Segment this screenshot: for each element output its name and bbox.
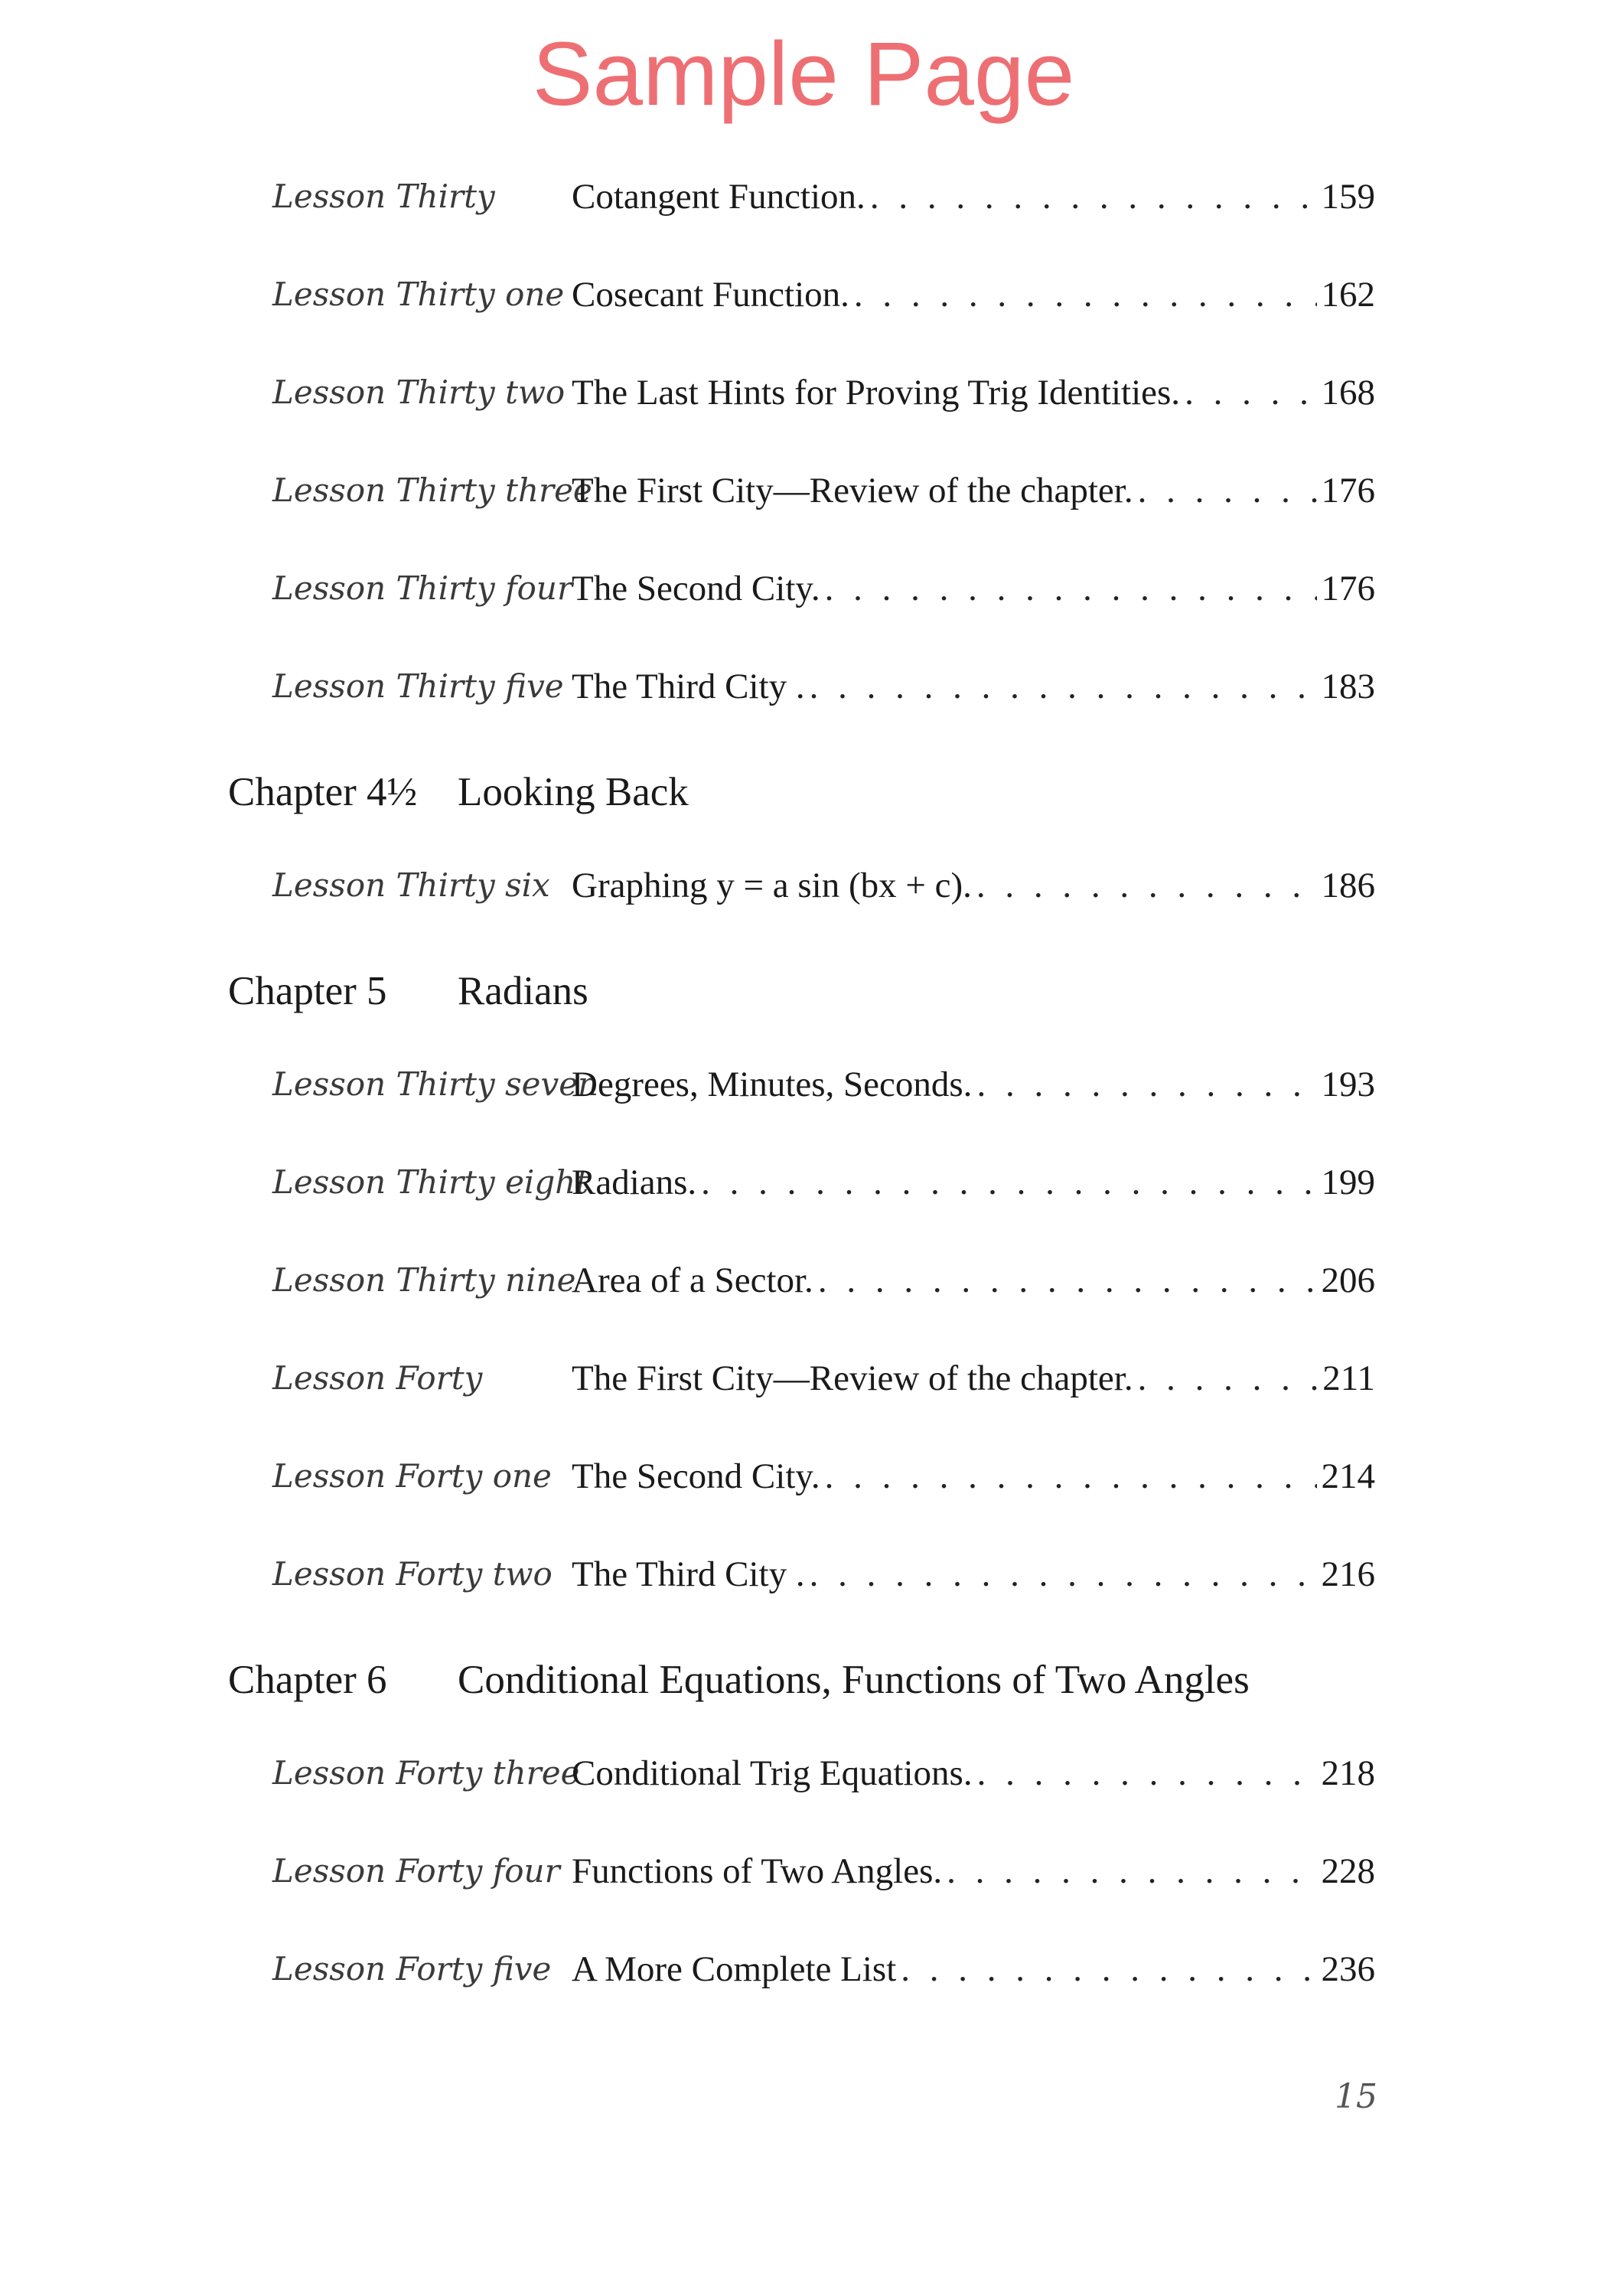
entry-line	[572, 558, 1375, 619]
dot-leader	[701, 1162, 1316, 1203]
lesson-label: Lesson Thirty six	[272, 866, 550, 904]
entry-line	[572, 1250, 1375, 1311]
dot-leader	[976, 1064, 1316, 1105]
entry-page-number: 216	[1321, 1554, 1375, 1594]
entry-page-number: 162	[1321, 275, 1375, 315]
entry-title: The First City—Review of the chapter.	[572, 1358, 1133, 1398]
entry-page-number: 183	[1321, 667, 1375, 706]
entry-title: Functions of Two Angles.	[572, 1851, 943, 1891]
chapter-number: Chapter 5	[228, 969, 387, 1013]
entry-line	[572, 1054, 1375, 1115]
lesson-label: Lesson Forty four	[272, 1852, 560, 1890]
entry-line	[572, 1152, 1375, 1213]
entry-title: Degrees, Minutes, Seconds.	[572, 1065, 973, 1104]
entry-line	[572, 1743, 1375, 1804]
entry-line	[572, 1348, 1375, 1409]
dot-leader	[825, 568, 1317, 609]
lesson-label: Lesson Thirty seven	[272, 1065, 599, 1103]
entry-line	[572, 362, 1375, 423]
chapter-heading	[228, 957, 1529, 1026]
entry-title: The Second City.	[572, 1456, 820, 1496]
dot-leader	[870, 176, 1317, 217]
toc-entry	[0, 1446, 1607, 1507]
lesson-label: Lesson Thirty eight	[272, 1163, 589, 1201]
entry-title: The Last Hints for Proving Trig Identities.	[572, 373, 1181, 413]
entry-line	[572, 656, 1375, 717]
toc-entry	[0, 855, 1607, 916]
chapter-title: Conditional Equations, Functions of Two Angles	[458, 1658, 1250, 1702]
toc-entry	[0, 1054, 1607, 1115]
lesson-label: Lesson Thirty two	[272, 373, 566, 411]
dot-leader	[818, 1260, 1317, 1301]
lesson-label: Lesson Forty five	[272, 1950, 552, 1988]
dot-leader	[1185, 372, 1316, 413]
dot-leader	[901, 1949, 1316, 1990]
dot-leader	[810, 1554, 1317, 1595]
entry-title: A More Complete List	[572, 1949, 897, 1989]
toc-entry	[0, 558, 1607, 619]
entry-page-number: 236	[1321, 1949, 1375, 1989]
lesson-label: Lesson Thirty five	[272, 667, 564, 705]
entry-title: Area of a Sector.	[572, 1261, 813, 1300]
chapter-heading	[228, 758, 1529, 827]
dot-leader	[854, 274, 1317, 315]
entry-page-number: 218	[1321, 1753, 1375, 1793]
lesson-label: Lesson Forty two	[272, 1555, 553, 1593]
entry-page-number: 176	[1321, 569, 1375, 608]
dot-leader	[947, 1851, 1316, 1892]
toc-entry	[0, 264, 1607, 325]
toc-entry	[0, 460, 1607, 521]
entry-title: Graphing y = a sin (bx + c).	[572, 866, 972, 905]
entry-page-number: 193	[1321, 1065, 1375, 1104]
toc-entry	[0, 166, 1607, 227]
entry-title: The First City—Review of the chapter.	[572, 471, 1133, 510]
sample-page-watermark: Sample Page	[532, 24, 1075, 125]
entry-line	[572, 1939, 1375, 2000]
chapter-number: Chapter 4½	[228, 770, 418, 814]
entry-line	[572, 264, 1375, 325]
chapter-title: Looking Back	[458, 770, 689, 814]
entry-title: The Third City .	[572, 1554, 805, 1594]
entry-line	[572, 1841, 1375, 1902]
entry-line	[572, 166, 1375, 227]
toc-entry	[0, 1348, 1607, 1409]
entry-title: Conditional Trig Equations.	[572, 1753, 973, 1793]
page-number: 15	[1335, 2077, 1377, 2116]
dot-leader	[810, 666, 1317, 707]
toc-entry	[0, 1152, 1607, 1213]
dot-leader	[977, 1753, 1317, 1794]
entry-line	[572, 1544, 1375, 1605]
entry-page-number: 176	[1321, 471, 1375, 510]
toc-entry	[0, 1250, 1607, 1311]
lesson-label: Lesson Thirty nine	[272, 1261, 576, 1299]
toc-entry	[0, 1939, 1607, 2000]
toc-entry	[0, 1743, 1607, 1804]
chapter-number: Chapter 6	[228, 1658, 387, 1702]
entry-title: The Second City.	[572, 569, 820, 608]
entry-title: Cosecant Function.	[572, 275, 849, 315]
entry-page-number: 159	[1321, 177, 1375, 217]
entry-page-number: 206	[1321, 1261, 1375, 1300]
entry-page-number: 211	[1322, 1358, 1375, 1398]
entry-line	[572, 855, 1375, 916]
entry-page-number: 199	[1321, 1163, 1375, 1202]
toc-entry	[0, 656, 1607, 717]
lesson-label: Lesson Forty one	[272, 1457, 552, 1495]
entry-title: Radians.	[572, 1163, 697, 1202]
entry-page-number: 186	[1321, 866, 1375, 905]
lesson-label: Lesson Thirty four	[272, 569, 573, 607]
lesson-label: Lesson Thirty three	[272, 471, 592, 509]
chapter-heading	[228, 1645, 1529, 1714]
dot-leader	[1138, 470, 1317, 511]
entry-line	[572, 460, 1375, 521]
entry-line	[572, 1446, 1375, 1507]
toc-entry	[0, 362, 1607, 423]
chapter-title: Radians	[458, 969, 588, 1013]
lesson-label: Lesson Forty	[272, 1359, 483, 1397]
dot-leader	[1138, 1358, 1319, 1399]
toc-entry	[0, 1544, 1607, 1605]
entry-page-number: 168	[1321, 373, 1375, 413]
lesson-label: Lesson Thirty	[272, 178, 495, 215]
lesson-label: Lesson Forty three	[272, 1754, 580, 1792]
lesson-label: Lesson Thirty one	[272, 276, 565, 313]
entry-title: The Third City .	[572, 667, 805, 706]
entry-title: Cotangent Function.	[572, 177, 865, 217]
dot-leader	[976, 865, 1317, 906]
entry-page-number: 228	[1321, 1851, 1375, 1891]
toc-entry	[0, 1841, 1607, 1902]
dot-leader	[825, 1456, 1317, 1497]
entry-page-number: 214	[1321, 1456, 1375, 1496]
